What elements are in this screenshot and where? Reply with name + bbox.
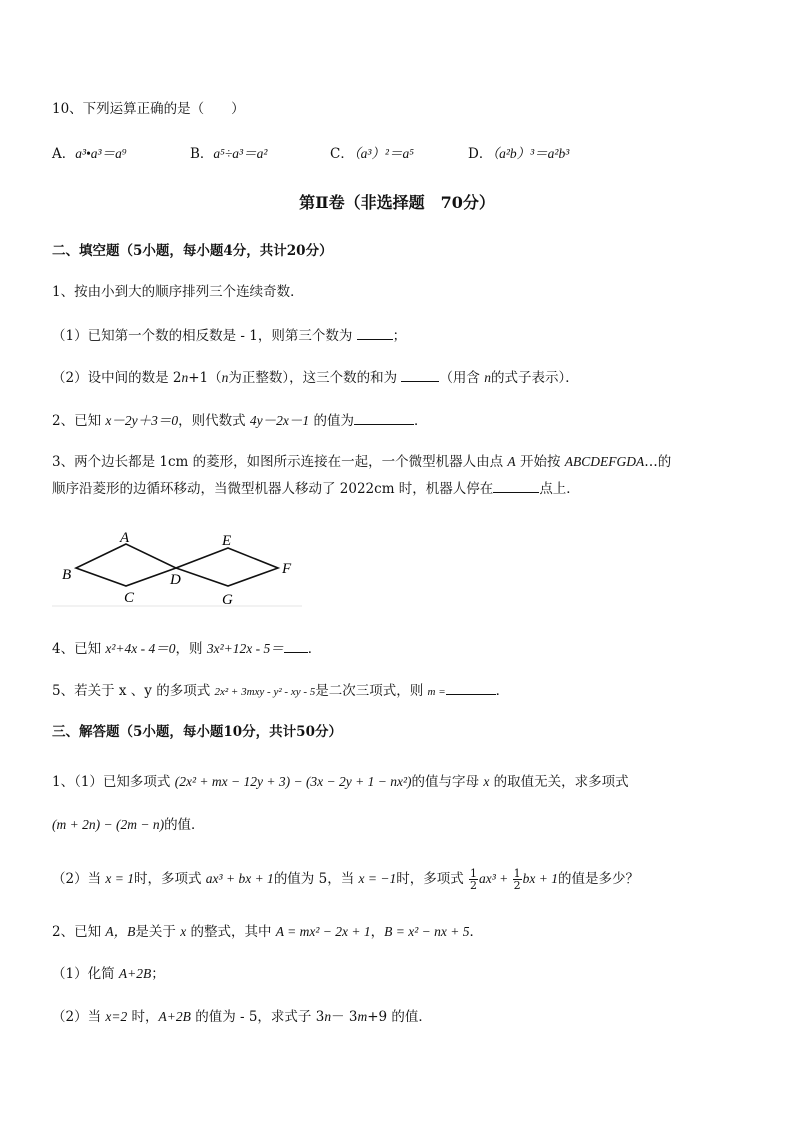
rhombus-defg — [176, 548, 278, 586]
s3-q2-sub2: （2）当 x=2 时，A+2B 的值为 - 5，求式子 3n－ 3m+9 的值． — [52, 1009, 432, 1025]
section2-title: 二、填空题（5小题，每小题4分，共计20分） — [52, 243, 333, 259]
s2-q5: 5、若关于 x 、y 的多项式 2x² + 3mxy - y² - xy - 5是二次三项式，则 m = ． — [52, 680, 509, 702]
fraction-half: $\frac{1}{2}$ — [470, 867, 477, 892]
s2-q4: 4、已知 x²+4x - 4＝0，则 3x²+12x - 5＝ ． — [52, 638, 321, 659]
s2-q1-sub1: （1）已知第一个数的相反数是 - 1，则第三个数为 ； — [52, 325, 406, 346]
s3-q2-sub1: （1）化简 A+2B； — [52, 966, 165, 982]
s2-q1-stem: 1、按由小到大的顺序排列三个连续奇数． — [52, 284, 304, 300]
fraction-half: $\frac{1}{2}$ — [513, 867, 521, 892]
s2-q1-sub2: （2）设中间的数是 2n+1（n为正整数），这三个数的和为 （用含 n的式子表示）． — [52, 367, 579, 388]
s3-q1-line1: 1、（1）已知多项式 (2x² + mx − 12y + 3) − (3x − 2y + 1 − nx²)的值与字母 x 的取值无关，求多项式 — [52, 774, 629, 790]
q10-stem: 10、下列运算正确的是（ ） — [52, 101, 245, 117]
section3-title: 三、解答题（5小题，每小题10分，共计50分） — [52, 724, 342, 740]
q10-option-c: C．（a³）²＝a⁵ — [330, 146, 414, 162]
q10-option-b: B．a⁵÷a³＝a² — [190, 146, 268, 162]
q10-option-d: D．（a²b）³＝a²b³ — [468, 146, 570, 162]
s3-q2-line1: 2、已知 A，B是关于 x 的整式，其中 A = mx² − 2x + 1，B = x² − nx + 5． — [52, 924, 484, 940]
answer-blank[interactable] — [354, 410, 414, 425]
point-label-d: D — [170, 572, 181, 588]
q10-option-a: A．a³•a³＝a⁹ — [52, 146, 127, 162]
s3-q1-line2: (m + 2n) − (2m − n)的值． — [52, 817, 205, 833]
point-label-b: B — [62, 567, 72, 583]
answer-blank[interactable] — [284, 638, 308, 653]
point-label-e: E — [222, 533, 232, 549]
answer-blank[interactable] — [446, 680, 496, 695]
rhombus-figure — [52, 530, 312, 612]
answer-blank[interactable] — [493, 478, 539, 493]
answer-blank[interactable] — [401, 367, 439, 382]
point-label-g: G — [222, 592, 233, 608]
rhombus-abcd — [76, 544, 176, 586]
s2-q3-line1: 3、两个边长都是 1cm 的菱形，如图所示连接在一起，一个微型机器人由点 A 开始按 ABCDEFGDA…的 — [52, 454, 672, 470]
part2-title: 第Ⅱ卷（非选择题 70分） — [299, 193, 495, 212]
s2-q3-line2: 顺序沿菱形的边循环移动，当微型机器人移动了 2022cm 时，机器人停在 点上． — [52, 478, 580, 499]
answer-blank[interactable] — [357, 325, 393, 340]
s3-q1-sub2: （2）当 x = 1时，多项式 ax³ + bx + 1的值为 5，当 x = −1时，多项式 $\frac{1}{2}$ ax³ + $\frac{1}{2}$ bx + 1的值是多少？ — [52, 867, 640, 892]
s2-q2: 2、已知 x－2y＋3＝0，则代数式 4y－2x－1 的值为 ． — [52, 410, 427, 431]
point-label-a: A — [120, 530, 130, 546]
point-label-c: C — [124, 590, 135, 606]
point-label-f: F — [282, 561, 292, 577]
